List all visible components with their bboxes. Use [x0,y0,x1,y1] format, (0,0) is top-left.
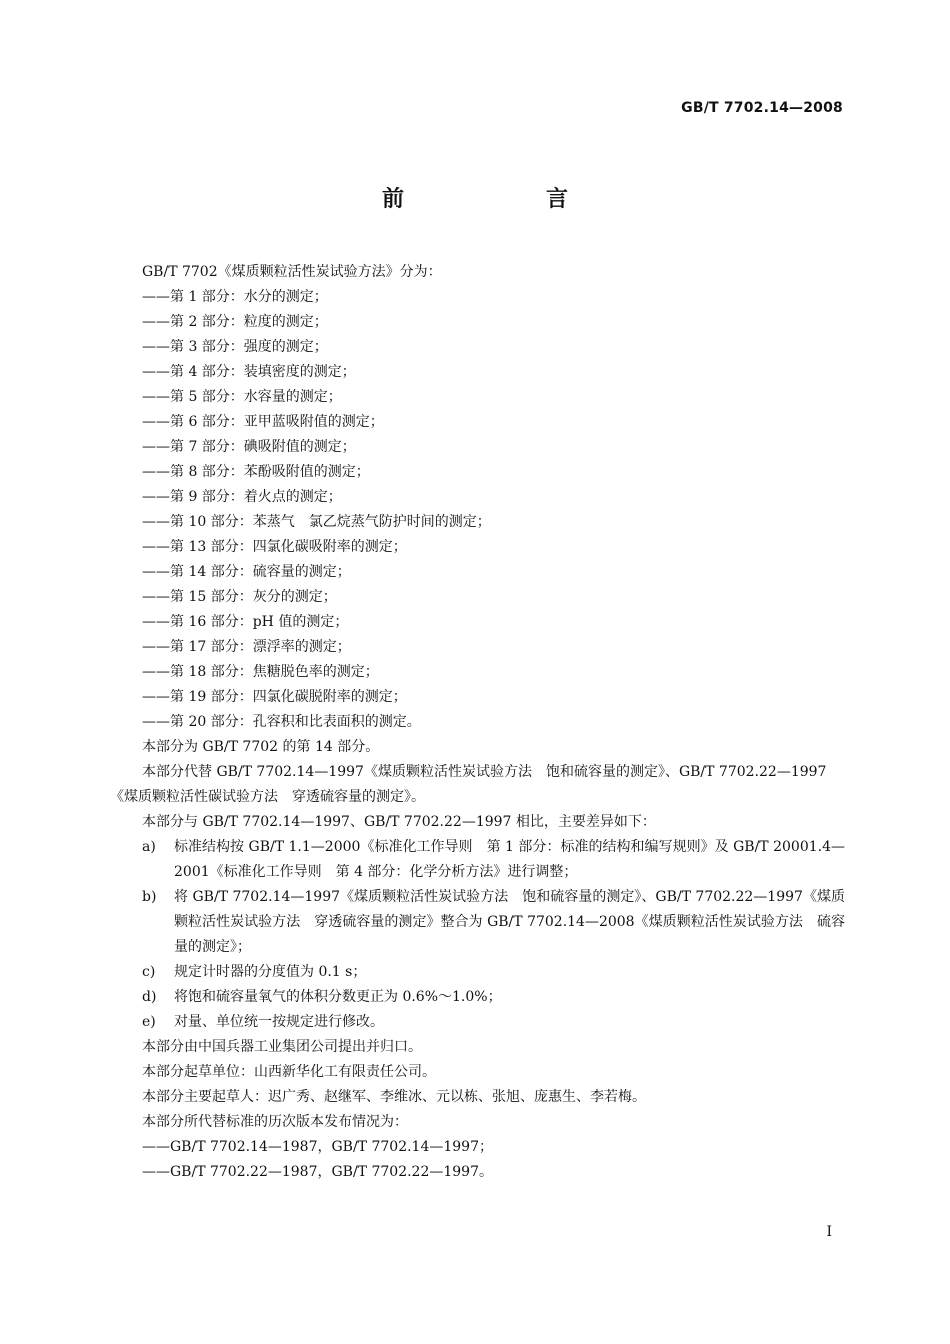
item-label: a) [142,839,156,855]
drafter-paragraph: 本部分起草单位：山西新华化工有限责任公司。 [142,1064,436,1080]
item-text: 将饱和硫容量氧气的体积分数更正为 0.6%～1.0%； [174,989,502,1005]
list-item [110,1010,845,1035]
list-item: ——第 3 部分：强度的测定； [142,339,328,355]
list-item [110,835,845,885]
list-item: ——第 5 部分：水容量的测定； [142,389,342,405]
list-item: ——第 14 部分：硫容量的测定； [142,564,351,580]
intro-paragraph: GB/T 7702《煤质颗粒活性炭试验方法》分为： [142,264,442,280]
item-text: 对量、单位统一按规定进行修改。 [174,1014,384,1030]
page-title: 前 言 [381,186,628,212]
item-label: d) [142,989,157,1005]
item-text: 将 GB/T 7702.14—1997《煤质颗粒活性炭试验方法 饱和硫容量的测定》、GB/T 7702.22—1997《煤质颗粒活性炭试验方法 穿透硫容量的测定》整合为 GB/T 7702.14—2008《煤质颗粒活性炭试验方法 硫容量的测定》； [174,889,845,955]
list-item: ——第 7 部分：碘吸附值的测定； [142,439,356,455]
parts-list [110,285,845,735]
list-item: ——第 18 部分：焦糖脱色率的测定； [142,664,379,680]
list-item: ——第 19 部分：四氯化碳脱附率的测定； [142,689,407,705]
list-item: ——第 15 部分：灰分的测定； [142,589,337,605]
list-item: ——第 16 部分：pH 值的测定； [142,614,349,630]
standard-code: GB/T 7702.14—2008 [681,100,843,116]
list-item: ——第 17 部分：漂浮率的测定； [142,639,351,655]
list-item: ——第 1 部分：水分的测定； [142,289,328,305]
proposer-paragraph: 本部分由中国兵器工业集团公司提出并归口。 [142,1039,422,1055]
list-item: ——第 8 部分：苯酚吸附值的测定； [142,464,370,480]
authors-paragraph: 本部分主要起草人：迟广秀、赵继军、李维冰、元以栋、张旭、庞惠生、李若梅。 [142,1089,646,1105]
history-paragraph: 本部分所代替标准的历次版本发布情况为： [142,1114,408,1130]
list-item: ——第 4 部分：装填密度的测定； [142,364,356,380]
part-number-paragraph: 本部分为 GB/T 7702 的第 14 部分。 [142,739,380,755]
list-item: ——第 13 部分：四氯化碳吸附率的测定； [142,539,407,555]
list-item: ——第 2 部分：粒度的测定； [142,314,328,330]
list-item: ——第 9 部分：着火点的测定； [142,489,342,505]
diff-list [110,835,845,1035]
list-item [110,885,845,960]
item-label: c) [142,964,156,980]
list-item: ——GB/T 7702.22—1987，GB/T 7702.22—1997。 [142,1164,493,1180]
page-number: I [826,1224,832,1240]
list-item: ——第 10 部分：苯蒸气 氯乙烷蒸气防护时间的测定； [142,514,491,530]
list-item [110,985,845,1010]
diff-intro-paragraph: 本部分与 GB/T 7702.14—1997、GB/T 7702.22—1997 相比，主要差异如下： [142,814,656,830]
list-item [110,960,845,985]
history-list [110,1135,845,1185]
list-item: ——第 6 部分：亚甲蓝吸附值的测定； [142,414,384,430]
list-item: ——GB/T 7702.14—1987，GB/T 7702.14—1997； [142,1139,493,1155]
item-label: e) [142,1014,156,1030]
item-text: 规定计时器的分度值为 0.1 s； [174,964,367,980]
item-label: b) [142,889,157,905]
replace-paragraph: 本部分代替 GB/T 7702.14—1997《煤质颗粒活性炭试验方法 饱和硫容量的测定》、GB/T 7702.22—1997《煤质颗粒活性碳试验方法 穿透硫容量的测定》。 [110,764,827,805]
foreword-body [110,260,845,1185]
list-item: ——第 20 部分：孔容积和比表面积的测定。 [142,714,421,730]
item-text: 标准结构按 GB/T 1.1—2000《标准化工作导则 第 1 部分：标准的结构和编写规则》及 GB/T 20001.4—2001《标准化工作导则 第 4 部分：化学分析方法》进行调整； [174,839,845,880]
